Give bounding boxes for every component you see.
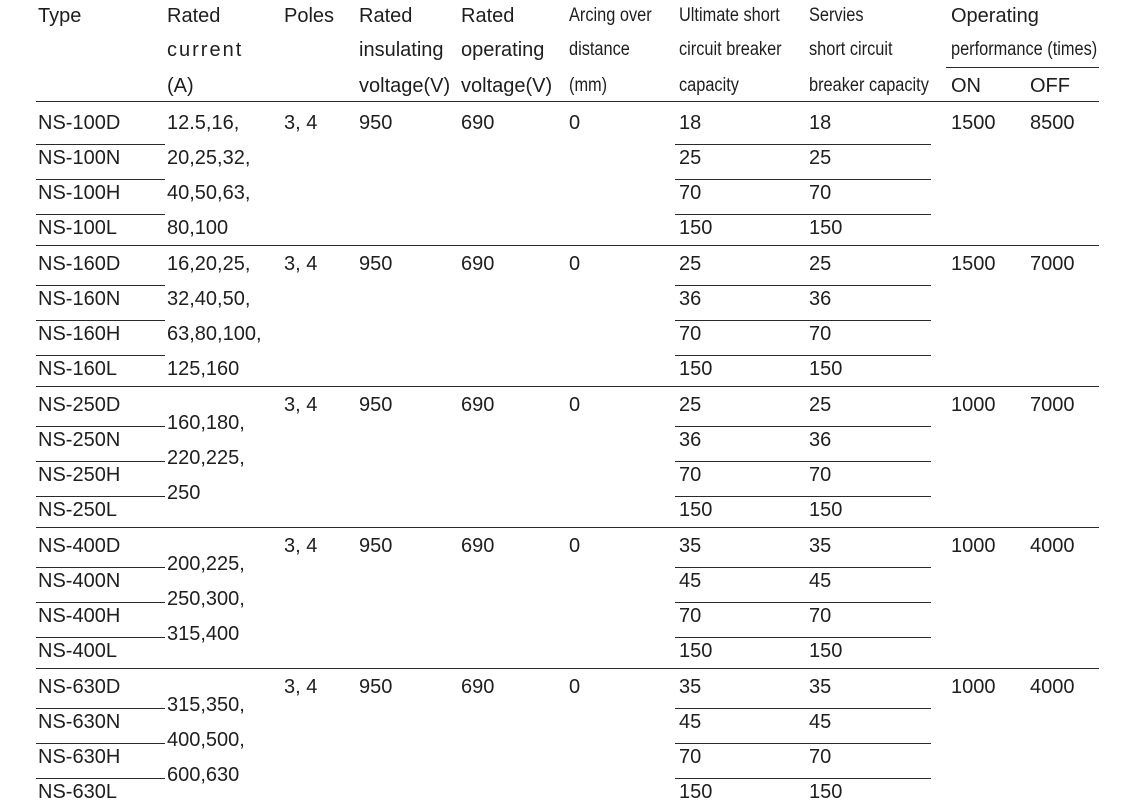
header-ultimate-line3: capacity [679,75,739,96]
ultimate-capacity-cell: 25 [679,147,702,169]
row-divider-capacity [675,602,931,603]
header-operating-line3: voltage(V) [461,75,553,97]
operating-on-cell: 1000 [951,535,996,557]
header-rated-current-line2: current [167,39,244,61]
ultimate-capacity-cell: 36 [679,429,702,451]
row-divider-capacity [675,285,931,286]
row-divider-capacity [675,355,931,356]
poles-cell: 3, 4 [284,253,318,275]
rated-current-cell: 12.5,16, [167,112,240,134]
servies-capacity-cell: 150 [809,640,843,662]
row-divider-type [36,355,165,356]
row-divider-capacity [675,179,931,180]
row-divider-capacity [675,496,931,497]
rated-current-cell: 125,160 [167,358,240,380]
type-cell: NS-250H [38,464,121,486]
ultimate-capacity-cell: 150 [679,217,713,239]
operating-voltage-cell: 690 [461,676,495,698]
ultimate-capacity-cell: 150 [679,499,713,521]
row-divider-type [36,285,165,286]
header-arcing-line1: Arcing over [569,5,652,26]
servies-capacity-cell: 36 [809,429,832,451]
servies-capacity-cell: 25 [809,147,832,169]
operating-off-cell: 4000 [1030,535,1075,557]
arcing-distance-cell: 0 [569,253,581,275]
ultimate-capacity-cell: 36 [679,288,702,310]
header-operating-performance-line2: performance (times) [951,39,1098,60]
ultimate-capacity-cell: 150 [679,781,713,803]
rated-current-cell: 315,400 [167,623,240,645]
servies-capacity-cell: 70 [809,323,832,345]
operating-off-cell: 8500 [1030,112,1075,134]
row-divider-type [36,743,165,744]
operating-voltage-cell: 690 [461,112,495,134]
header-operating-line1: Rated [461,5,515,27]
row-divider-type [36,214,165,215]
poles-cell: 3, 4 [284,676,318,698]
ultimate-capacity-cell: 70 [679,323,702,345]
type-cell: NS-160L [38,358,117,380]
type-cell: NS-160N [38,288,121,310]
header-insulating-line2: insulating [359,39,444,61]
servies-capacity-cell: 70 [809,182,832,204]
row-divider-type [36,567,165,568]
operating-off-cell: 7000 [1030,394,1075,416]
type-cell: NS-630L [38,781,117,803]
group-divider [36,245,1099,246]
header-arcing-line3: (mm) [569,75,608,96]
arcing-distance-cell: 0 [569,676,581,698]
row-divider-type [36,144,165,145]
type-cell: NS-400D [38,535,121,557]
rated-current-cell: 20,25,32, [167,147,251,169]
ultimate-capacity-cell: 35 [679,676,702,698]
ultimate-capacity-cell: 70 [679,605,702,627]
rated-current-cell: 32,40,50, [167,288,251,310]
rated-current-cell: 40,50,63, [167,182,251,204]
servies-capacity-cell: 70 [809,464,832,486]
header-subdivider [946,67,1099,68]
row-divider-capacity [675,214,931,215]
arcing-distance-cell: 0 [569,112,581,134]
servies-capacity-cell: 150 [809,217,843,239]
rated-current-cell: 63,80,100, [167,323,262,345]
type-cell: NS-400N [38,570,121,592]
operating-on-cell: 1500 [951,112,996,134]
ultimate-capacity-cell: 70 [679,746,702,768]
row-divider-capacity [675,708,931,709]
servies-capacity-cell: 150 [809,781,843,803]
servies-capacity-cell: 45 [809,570,832,592]
type-cell: NS-250L [38,499,117,521]
ultimate-capacity-cell: 25 [679,394,702,416]
row-divider-type [36,461,165,462]
row-divider-capacity [675,778,931,779]
type-cell: NS-100N [38,147,121,169]
rated-current-cell: 200,225, [167,553,245,575]
type-cell: NS-250N [38,429,121,451]
servies-capacity-cell: 150 [809,358,843,380]
servies-capacity-cell: 36 [809,288,832,310]
header-operating-line2: operating [461,39,545,61]
row-divider-capacity [675,426,931,427]
insulating-voltage-cell: 950 [359,535,393,557]
rated-current-cell: 315,350, [167,694,245,716]
poles-cell: 3, 4 [284,112,318,134]
operating-voltage-cell: 690 [461,394,495,416]
header-servies-line2: short circuit [809,39,893,60]
header-rated-current-line1: Rated [167,5,221,27]
rated-current-cell: 250,300, [167,588,245,610]
rated-current-cell: 80,100 [167,217,229,239]
row-divider-type [36,778,165,779]
servies-capacity-cell: 70 [809,605,832,627]
group-divider [36,386,1099,387]
ultimate-capacity-cell: 70 [679,464,702,486]
ultimate-capacity-cell: 35 [679,535,702,557]
insulating-voltage-cell: 950 [359,394,393,416]
header-servies-line1: Servies [809,5,864,26]
row-divider-capacity [675,743,931,744]
header-off: OFF [1030,75,1070,97]
operating-voltage-cell: 690 [461,253,495,275]
poles-cell: 3, 4 [284,394,318,416]
header-insulating-line3: voltage(V) [359,75,451,97]
arcing-distance-cell: 0 [569,394,581,416]
poles-cell: 3, 4 [284,535,318,557]
header-divider [36,101,1099,102]
type-cell: NS-160D [38,253,121,275]
group-divider [36,527,1099,528]
type-cell: NS-160H [38,323,121,345]
header-ultimate-line2: circuit breaker [679,39,782,60]
rated-current-cell: 220,225, [167,447,245,469]
row-divider-type [36,602,165,603]
rated-current-cell: 400,500, [167,729,245,751]
type-cell: NS-630H [38,746,121,768]
ultimate-capacity-cell: 25 [679,253,702,275]
ultimate-capacity-cell: 18 [679,112,702,134]
servies-capacity-cell: 35 [809,535,832,557]
servies-capacity-cell: 18 [809,112,832,134]
header-servies-line3: breaker capacity [809,75,929,96]
header-on: ON [951,75,981,97]
row-divider-capacity [675,144,931,145]
servies-capacity-cell: 70 [809,746,832,768]
row-divider-capacity [675,637,931,638]
row-divider-type [36,320,165,321]
operating-off-cell: 7000 [1030,253,1075,275]
operating-on-cell: 1000 [951,394,996,416]
ultimate-capacity-cell: 45 [679,711,702,733]
row-divider-type [36,179,165,180]
header-ultimate-line1: Ultimate short [679,5,780,26]
insulating-voltage-cell: 950 [359,112,393,134]
header-operating-performance-line1: Operating [951,5,1039,27]
servies-capacity-cell: 45 [809,711,832,733]
ultimate-capacity-cell: 70 [679,182,702,204]
row-divider-type [36,708,165,709]
type-cell: NS-400L [38,640,117,662]
rated-current-cell: 250 [167,482,201,504]
type-cell: NS-250D [38,394,121,416]
rated-current-cell: 160,180, [167,412,245,434]
row-divider-type [36,637,165,638]
header-type: Type [38,5,82,27]
ultimate-capacity-cell: 150 [679,358,713,380]
ultimate-capacity-cell: 45 [679,570,702,592]
row-divider-capacity [675,320,931,321]
type-cell: NS-100H [38,182,121,204]
operating-on-cell: 1500 [951,253,996,275]
ultimate-capacity-cell: 150 [679,640,713,662]
operating-on-cell: 1000 [951,676,996,698]
type-cell: NS-100L [38,217,117,239]
servies-capacity-cell: 35 [809,676,832,698]
type-cell: NS-630N [38,711,121,733]
header-rated-current-unit: (A) [167,75,194,97]
header-insulating-line1: Rated [359,5,413,27]
arcing-distance-cell: 0 [569,535,581,557]
row-divider-type [36,426,165,427]
row-divider-type [36,496,165,497]
insulating-voltage-cell: 950 [359,676,393,698]
operating-off-cell: 4000 [1030,676,1075,698]
servies-capacity-cell: 25 [809,253,832,275]
group-divider [36,668,1099,669]
rated-current-cell: 600,630 [167,764,240,786]
header-arcing-line2: distance [569,39,630,60]
row-divider-capacity [675,567,931,568]
servies-capacity-cell: 150 [809,499,843,521]
row-divider-capacity [675,461,931,462]
rated-current-cell: 16,20,25, [167,253,251,275]
type-cell: NS-630D [38,676,121,698]
type-cell: NS-100D [38,112,121,134]
type-cell: NS-400H [38,605,121,627]
servies-capacity-cell: 25 [809,394,832,416]
insulating-voltage-cell: 950 [359,253,393,275]
operating-voltage-cell: 690 [461,535,495,557]
header-poles: Poles [284,5,335,27]
